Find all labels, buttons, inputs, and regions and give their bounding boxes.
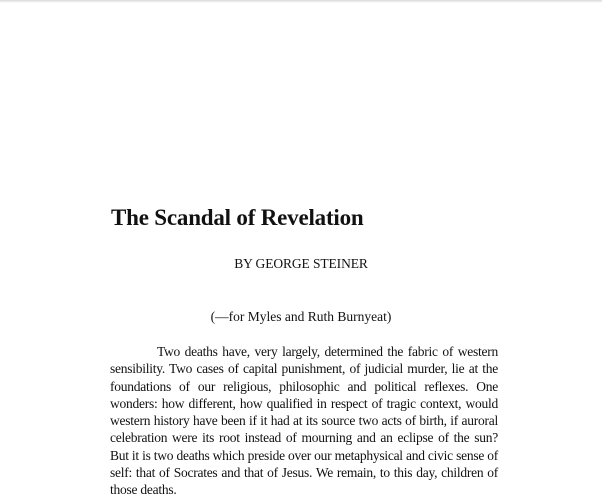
- body-paragraph: Two deaths have, very largely, determined the fabric of western sensibility. Two cases of capital punishment, of judicial murder, lie at the foundations of our religious, philosophic and political reflexes. One wonders: how different, how qualified in respect of tragic context, would western history have been if it had at its source two acts of birth, if auroral celebration were its root instead of mourning and an eclipse of the sun? But it is two deaths which preside over our metaphysical and civic sense of self: that of Socrates and that of Jesus. We remain, to this day, children of those deaths.: [110, 344, 498, 498]
- dedication: (—for Myles and Ruth Burnyeat): [210, 309, 392, 324]
- article-title: The Scandal of Revelation: [111, 205, 364, 230]
- author-byline: BY GEORGE STEINER: [234, 256, 368, 271]
- page-top-edge: [0, 0, 602, 3]
